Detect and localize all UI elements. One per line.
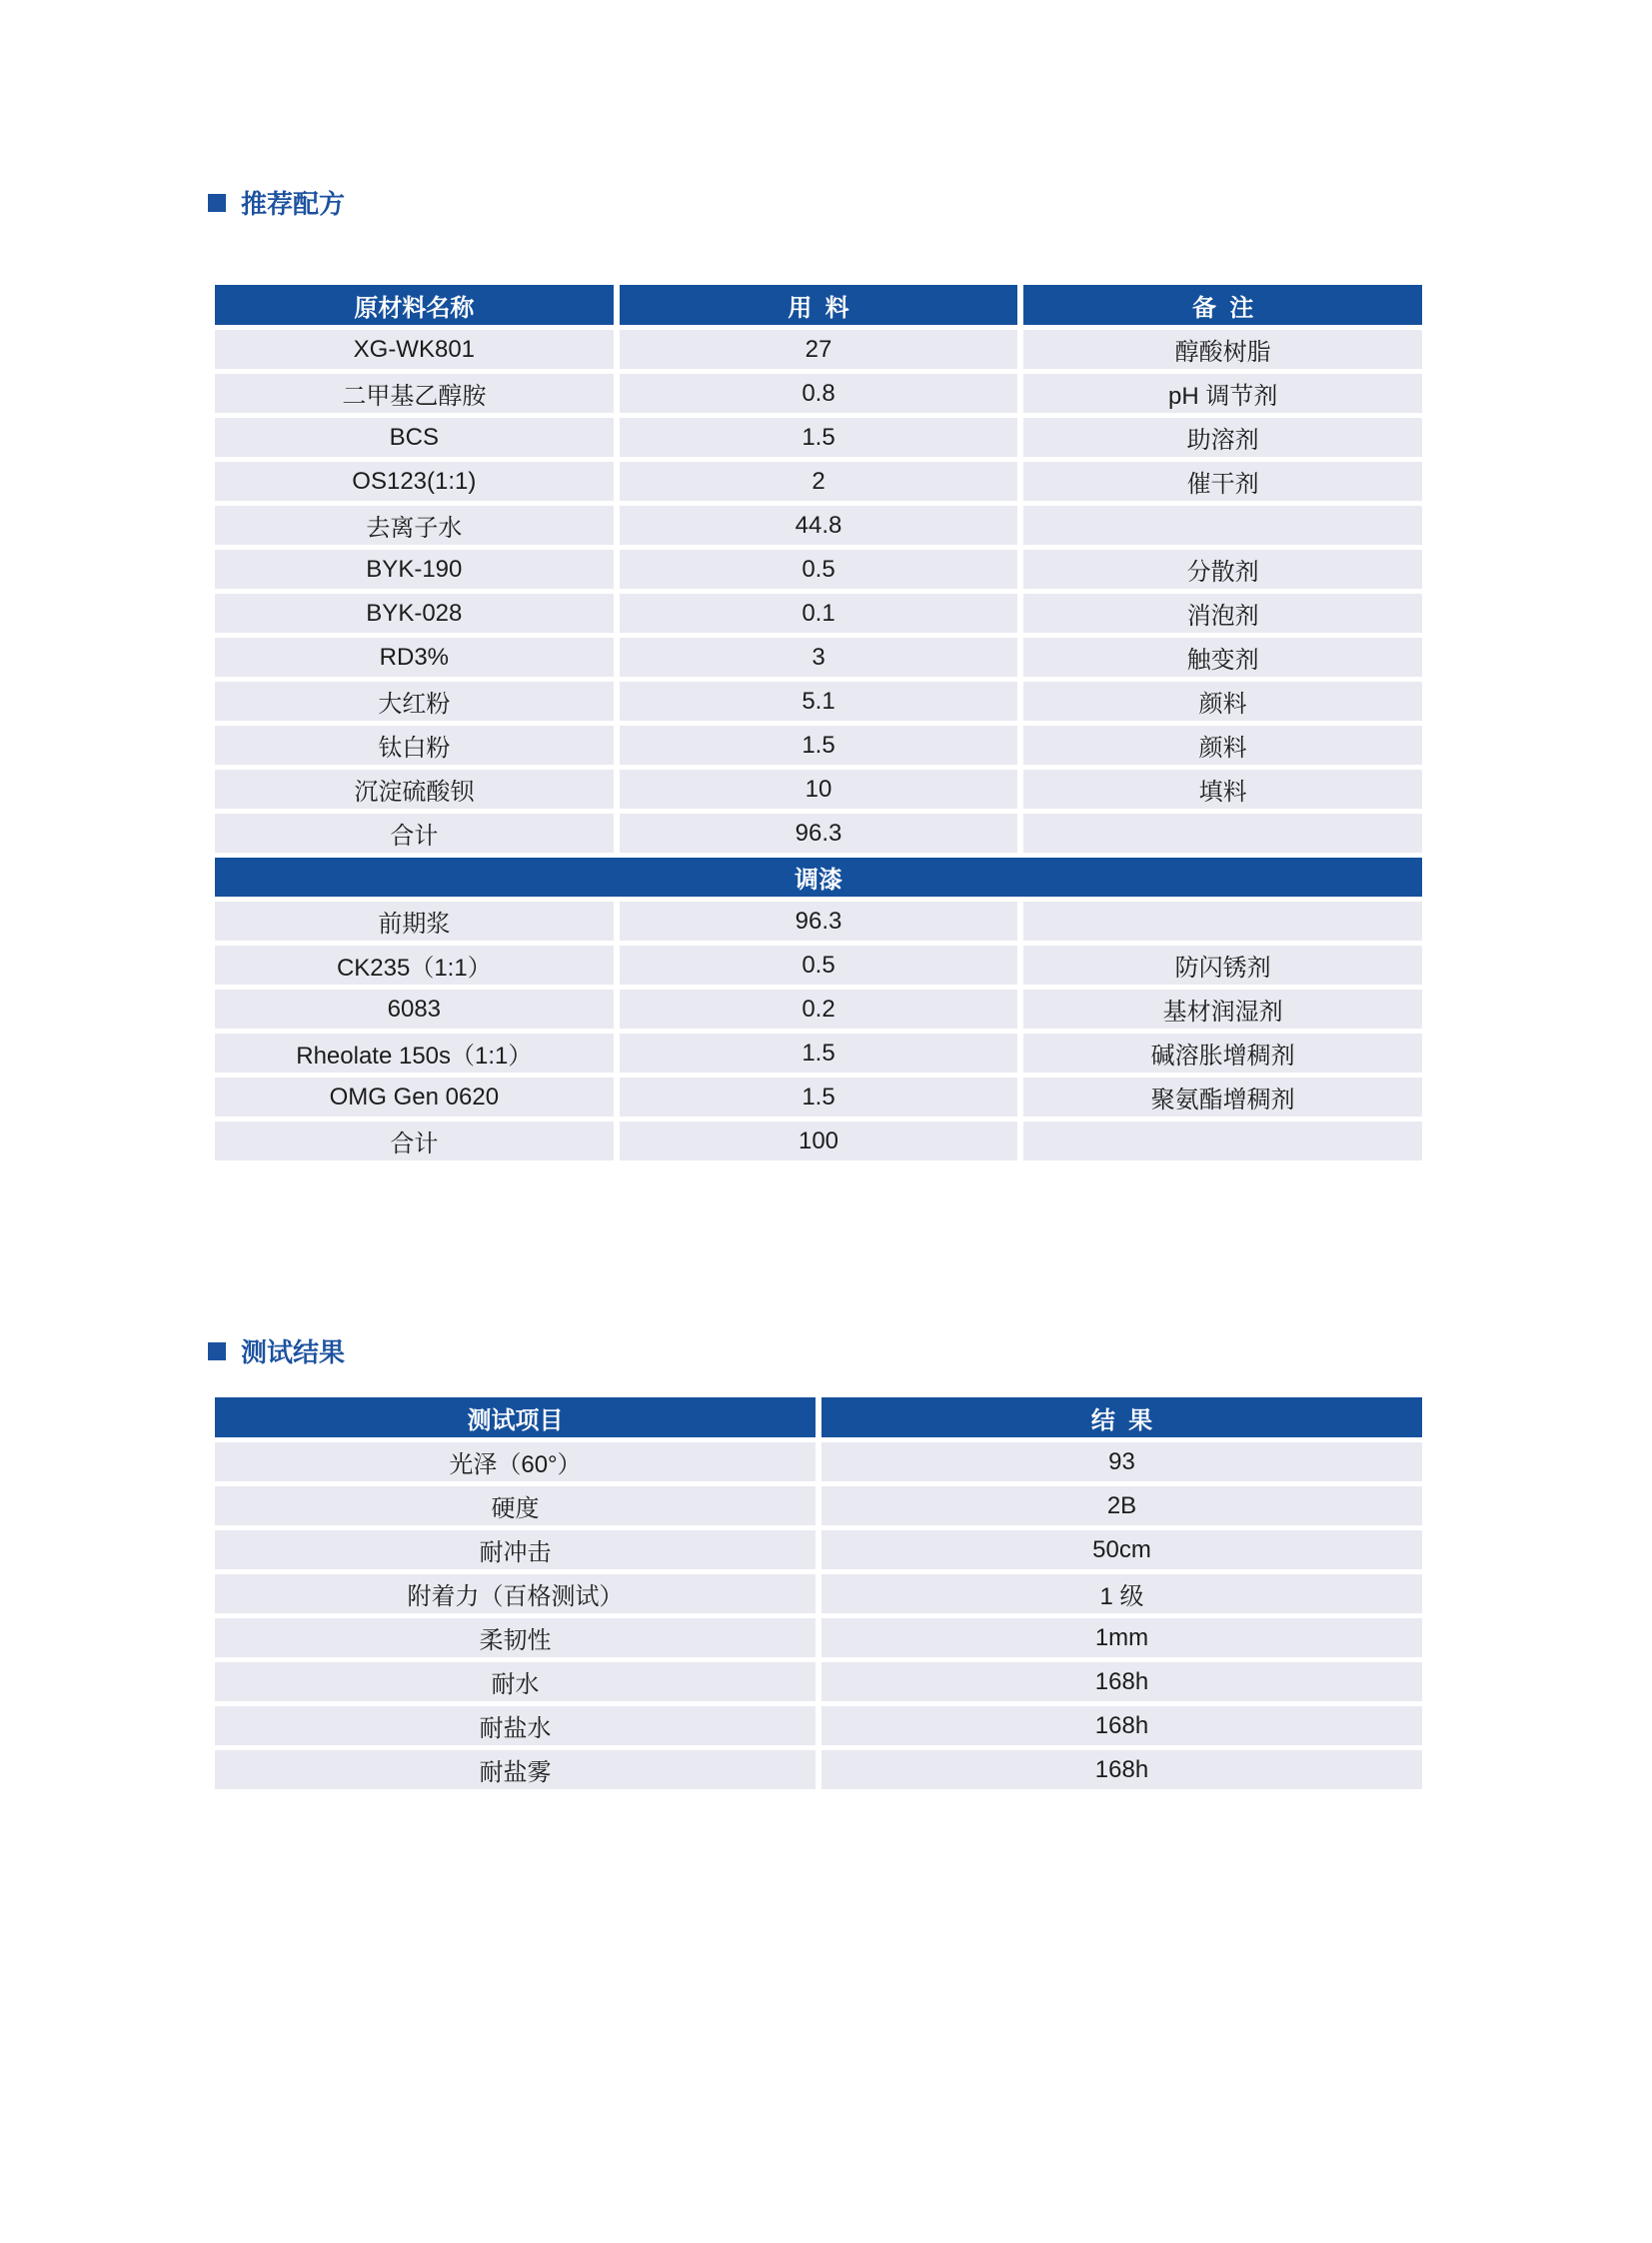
material-name-cell: 合计 [215, 1122, 614, 1160]
amount-cell: 0.5 [620, 550, 1018, 589]
note-cell: 颜料 [1023, 726, 1422, 765]
material-name-cell: 沉淀硫酸钡 [215, 770, 614, 809]
header-amount: 用 料 [620, 285, 1018, 325]
table-row [215, 770, 1422, 809]
result-cell: 168h [822, 1662, 1422, 1701]
header-test-item: 测试项目 [215, 1397, 816, 1437]
amount-cell: 96.3 [620, 902, 1018, 941]
bullet-square-icon [208, 194, 226, 212]
header-result: 结 果 [822, 1397, 1422, 1437]
result-cell: 1mm [822, 1618, 1422, 1657]
material-name-cell: 前期浆 [215, 902, 614, 941]
table-row [215, 1486, 1422, 1525]
table-row [215, 990, 1422, 1029]
table-row [215, 1618, 1422, 1657]
note-cell: 催干剂 [1023, 462, 1422, 501]
amount-cell: 0.1 [620, 594, 1018, 633]
table-row-total [215, 814, 1422, 853]
amount-cell: 100 [620, 1122, 1018, 1160]
section-title-label: 测试结果 [241, 1337, 346, 1367]
note-cell: 聚氨酯增稠剂 [1023, 1078, 1422, 1117]
table-row [215, 726, 1422, 765]
material-name-cell: RD3% [215, 638, 614, 677]
amount-cell: 0.2 [620, 990, 1018, 1029]
table-row [215, 1442, 1422, 1481]
material-name-cell: BYK-190 [215, 550, 614, 589]
table-row [215, 418, 1422, 457]
note-cell: 分散剂 [1023, 550, 1422, 589]
table-row [215, 682, 1422, 721]
section-title-test-results [208, 1332, 345, 1369]
table-header-row [215, 1397, 1422, 1437]
note-cell: 消泡剂 [1023, 594, 1422, 633]
test-item-cell: 柔韧性 [215, 1618, 816, 1657]
note-cell: 助溶剂 [1023, 418, 1422, 457]
note-cell [1023, 1122, 1422, 1160]
test-item-cell: 附着力（百格测试） [215, 1574, 816, 1613]
material-name-cell: Rheolate 150s（1:1） [215, 1034, 614, 1073]
result-cell: 168h [822, 1750, 1422, 1789]
header-note: 备 注 [1023, 285, 1422, 325]
material-name-cell: 二甲基乙醇胺 [215, 374, 614, 413]
material-name-cell: 6083 [215, 990, 614, 1029]
test-item-cell: 光泽（60°） [215, 1442, 816, 1481]
material-name-cell: BCS [215, 418, 614, 457]
table-row [215, 1034, 1422, 1073]
table-row [215, 550, 1422, 589]
test-item-cell: 耐水 [215, 1662, 816, 1701]
note-cell: 填料 [1023, 770, 1422, 809]
table-row [215, 1574, 1422, 1613]
material-name-cell: CK235（1:1） [215, 946, 614, 985]
table-row [215, 902, 1422, 941]
amount-cell: 10 [620, 770, 1018, 809]
table-row [215, 506, 1422, 545]
mix-section-header-row [215, 858, 1422, 897]
formula-table [215, 285, 1422, 1165]
material-name-cell: BYK-028 [215, 594, 614, 633]
amount-cell: 27 [620, 330, 1018, 369]
note-cell [1023, 506, 1422, 545]
test-item-cell: 硬度 [215, 1486, 816, 1525]
note-cell: 基材润湿剂 [1023, 990, 1422, 1029]
table-row [215, 462, 1422, 501]
material-name-cell: 合计 [215, 814, 614, 853]
result-cell: 168h [822, 1706, 1422, 1745]
note-cell: 防闪锈剂 [1023, 946, 1422, 985]
amount-cell: 96.3 [620, 814, 1018, 853]
table-row [215, 330, 1422, 369]
note-cell [1023, 902, 1422, 941]
result-cell: 50cm [822, 1530, 1422, 1569]
header-material-name: 原材料名称 [215, 285, 614, 325]
section-title-label: 推荐配方 [241, 189, 346, 219]
amount-cell: 0.8 [620, 374, 1018, 413]
section-title-formula [208, 184, 345, 221]
material-name-cell: OMG Gen 0620 [215, 1078, 614, 1117]
table-row [215, 594, 1422, 633]
note-cell [1023, 814, 1422, 853]
table-row [215, 1662, 1422, 1701]
amount-cell: 1.5 [620, 1078, 1018, 1117]
result-cell: 93 [822, 1442, 1422, 1481]
amount-cell: 0.5 [620, 946, 1018, 985]
bullet-square-icon [208, 1342, 226, 1360]
amount-cell: 1.5 [620, 726, 1018, 765]
table-row [215, 638, 1422, 677]
table-row [215, 1706, 1422, 1745]
amount-cell: 2 [620, 462, 1018, 501]
table-row [215, 374, 1422, 413]
table-row [215, 1078, 1422, 1117]
note-cell: 碱溶胀增稠剂 [1023, 1034, 1422, 1073]
table-header-row [215, 285, 1422, 325]
material-name-cell: XG-WK801 [215, 330, 614, 369]
material-name-cell: 钛白粉 [215, 726, 614, 765]
note-cell: 醇酸树脂 [1023, 330, 1422, 369]
result-cell: 1 级 [822, 1574, 1422, 1613]
note-cell: 颜料 [1023, 682, 1422, 721]
note-cell: 触变剂 [1023, 638, 1422, 677]
test-item-cell: 耐盐雾 [215, 1750, 816, 1789]
note-cell: pH 调节剂 [1023, 374, 1422, 413]
amount-cell: 1.5 [620, 1034, 1018, 1073]
amount-cell: 5.1 [620, 682, 1018, 721]
result-cell: 2B [822, 1486, 1422, 1525]
material-name-cell: 去离子水 [215, 506, 614, 545]
amount-cell: 44.8 [620, 506, 1018, 545]
amount-cell: 1.5 [620, 418, 1018, 457]
table-row-total [215, 1122, 1422, 1160]
table-row [215, 1530, 1422, 1569]
amount-cell: 3 [620, 638, 1018, 677]
test-item-cell: 耐冲击 [215, 1530, 816, 1569]
test-item-cell: 耐盐水 [215, 1706, 816, 1745]
table-row [215, 946, 1422, 985]
table-row [215, 1750, 1422, 1789]
material-name-cell: 大红粉 [215, 682, 614, 721]
test-results-table [215, 1397, 1422, 1794]
mix-section-label: 调漆 [215, 858, 1422, 897]
material-name-cell: OS123(1:1) [215, 462, 614, 501]
